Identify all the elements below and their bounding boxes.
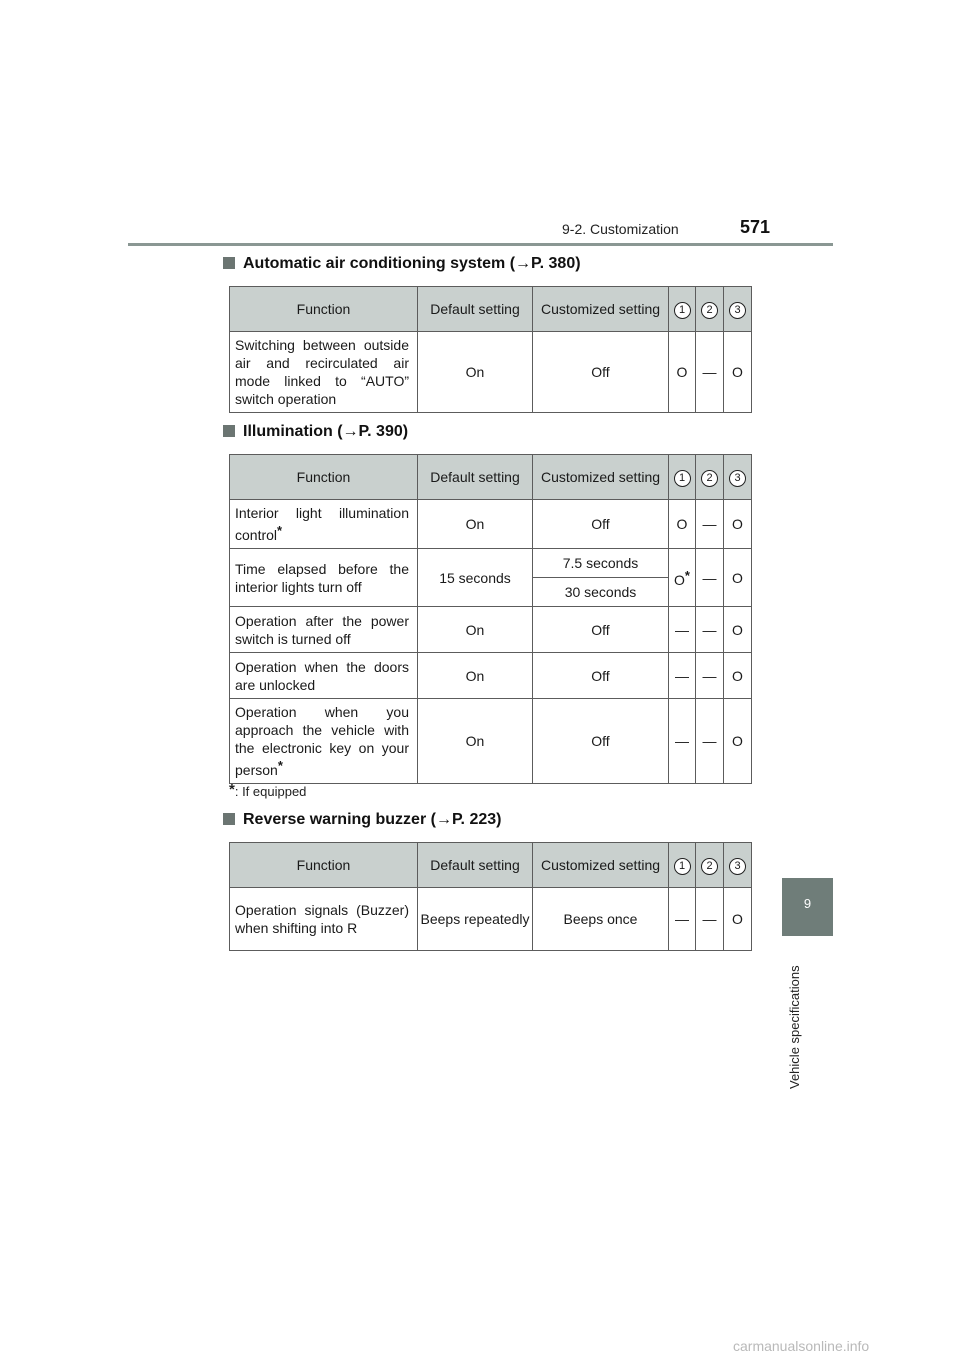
col-default: Default setting [418, 843, 533, 888]
cell-mode-3: O [724, 607, 752, 653]
cell-function: Time elapsed before the interior lights turn off [230, 549, 418, 607]
heading-buzzer [223, 811, 501, 829]
table-header-row [230, 843, 752, 888]
mode-1-icon: 1 [674, 858, 691, 875]
col-function: Function [230, 843, 418, 888]
cell-customized: Off [533, 332, 669, 413]
cell-function: Switching between outside air and recirculated air mode linked to “AUTO” switch operation [230, 332, 418, 413]
col-function: Function [230, 455, 418, 500]
cell-default: On [418, 607, 533, 653]
table-row [230, 888, 752, 951]
chapter-title: Vehicle specifications [787, 965, 802, 1089]
col-default: Default setting [418, 287, 533, 332]
mode-1-icon: 1 [674, 302, 691, 319]
asterisk-mark: * [684, 567, 690, 583]
cell-mode-2: — [696, 549, 724, 607]
col-mode-3 [724, 455, 752, 500]
cell-mode-2: — [696, 888, 724, 951]
cell-mode-3: O [724, 653, 752, 699]
table-row [230, 607, 752, 653]
customized-option: 7.5 seconds [533, 549, 668, 578]
cell-function: Operation signals (Buzzer) when shifting into R [230, 888, 418, 951]
table-buzzer [229, 842, 752, 951]
cell-mode-1: O [669, 332, 696, 413]
table-row [230, 549, 752, 607]
table-row [230, 332, 752, 413]
cell-mode-2: — [696, 607, 724, 653]
col-mode-1 [669, 287, 696, 332]
table-illumination [229, 454, 752, 784]
asterisk-mark: * [277, 758, 283, 773]
mode-2-icon: 2 [701, 302, 718, 319]
cell-mode-1: O [669, 500, 696, 549]
table-row [230, 500, 752, 549]
heading-illumination [223, 423, 408, 441]
table-header-row [230, 287, 752, 332]
table-header-row [230, 455, 752, 500]
mode-3-icon: 3 [729, 302, 746, 319]
col-mode-2 [696, 287, 724, 332]
chapter-number: 9 [803, 896, 812, 911]
cell-function [230, 500, 418, 549]
cell-default: On [418, 500, 533, 549]
function-text: Interior light illumination control [235, 505, 409, 543]
mode-3-icon: 3 [729, 858, 746, 875]
page-header [0, 0, 960, 250]
heading-buzzer-text: Reverse warning buzzer (→P. 223) [243, 811, 502, 828]
mode-3-icon: 3 [729, 470, 746, 487]
square-bullet-icon [223, 813, 235, 825]
watermark: carmanualsonline.info [733, 1338, 870, 1354]
col-mode-1 [669, 843, 696, 888]
function-text: Operation when you approach the vehicle with the electronic key on your person [235, 704, 409, 778]
table-row [230, 699, 752, 784]
cell-mode-1: — [669, 607, 696, 653]
customized-option: 30 seconds [564, 584, 637, 600]
mode-value: O [674, 571, 685, 588]
cell-mode-2: — [696, 653, 724, 699]
cell-function: Operation when the doors are unlocked [230, 653, 418, 699]
cell-mode-2: — [696, 500, 724, 549]
cell-function: Operation after the power switch is turned off [230, 607, 418, 653]
col-mode-2 [696, 843, 724, 888]
cell-mode-2: — [696, 699, 724, 784]
cell-default: Beeps repeatedly [418, 888, 533, 951]
col-mode-3 [724, 287, 752, 332]
cell-mode-3: O [724, 549, 752, 607]
cell-default: 15 seconds [418, 549, 533, 607]
mode-2-icon: 2 [701, 470, 718, 487]
col-function: Function [230, 287, 418, 332]
mode-1-icon: 1 [674, 470, 691, 487]
table-ac [229, 286, 752, 413]
table-row [230, 653, 752, 699]
cell-function [230, 699, 418, 784]
heading-ac [223, 255, 581, 273]
cell-mode-1: — [669, 653, 696, 699]
cell-mode-3: O [724, 332, 752, 413]
header-divider [128, 243, 833, 246]
square-bullet-icon [223, 257, 235, 269]
footnote-text: : If equipped [234, 784, 307, 799]
cell-customized: Off [533, 607, 669, 653]
page-number: 571 [740, 217, 771, 237]
col-customized: Customized setting [533, 455, 669, 500]
col-mode-1 [669, 455, 696, 500]
col-mode-3 [724, 843, 752, 888]
cell-mode-2: — [696, 332, 724, 413]
cell-mode-3: O [724, 699, 752, 784]
col-default: Default setting [418, 455, 533, 500]
cell-customized: Beeps once [533, 888, 669, 951]
cell-customized [533, 549, 669, 607]
cell-mode-1: — [669, 699, 696, 784]
cell-mode-1: — [669, 888, 696, 951]
cell-default: On [418, 699, 533, 784]
cell-default: On [418, 332, 533, 413]
cell-mode-1 [669, 549, 696, 607]
square-bullet-icon [223, 425, 235, 437]
cell-mode-3: O [724, 500, 752, 549]
col-customized: Customized setting [533, 287, 669, 332]
cell-customized: Off [533, 500, 669, 549]
cell-default: On [418, 653, 533, 699]
asterisk-mark: * [277, 523, 283, 538]
heading-ac-text: Automatic air conditioning system (→P. 380) [243, 255, 581, 272]
cell-mode-3: O [724, 888, 752, 951]
col-customized: Customized setting [533, 843, 669, 888]
cell-customized: Off [533, 699, 669, 784]
heading-illumination-text: Illumination (→P. 390) [243, 423, 409, 440]
section-title: 9-2. Customization [562, 221, 679, 237]
footnote [229, 781, 306, 799]
cell-customized: Off [533, 653, 669, 699]
mode-2-icon: 2 [701, 858, 718, 875]
asterisk-mark: * [229, 781, 235, 798]
col-mode-2 [696, 455, 724, 500]
